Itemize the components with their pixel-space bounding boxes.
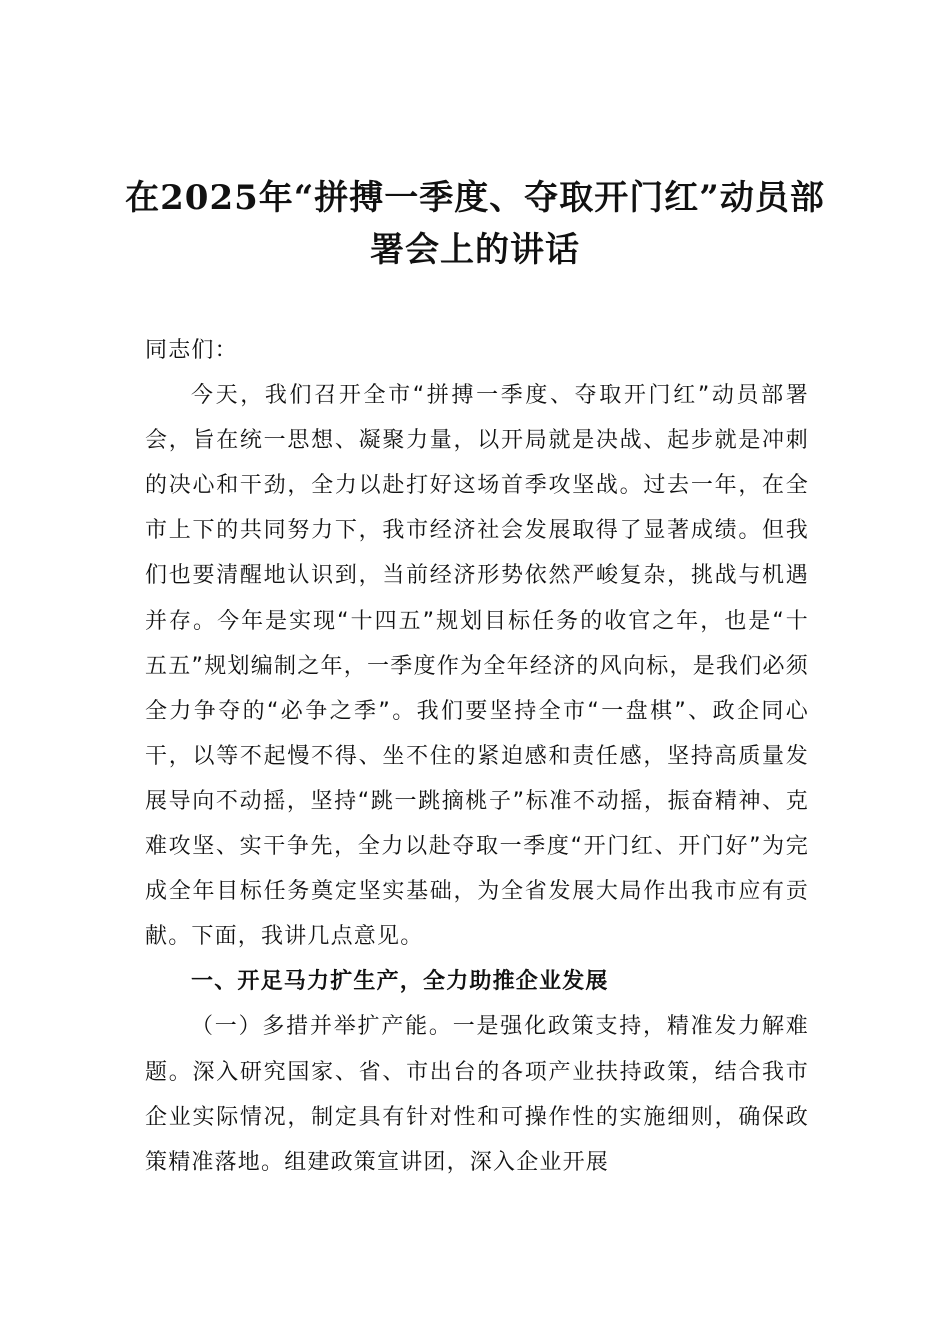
subsection-paragraph: （一）多措并举扩产能。一是强化政策支持，精准发力解难题。深入研究国家、省、市出台的各项产业扶持政策，结合我市企业实际情况，制定具有针对性和可操作性的实施细则，确保政策精准落地。组建政策宣讲团，深入企业开展	[145, 1014, 809, 1175]
document-title: 在2025年“拼搏一季度、夺取开门红”动员部署会上的讲话	[125, 178, 825, 270]
section-heading: 一、开足马力扩生产，全力助推企业发展	[191, 969, 609, 995]
body-paragraph: 今天，我们召开全市“拼搏一季度、夺取开门红”动员部署会，旨在统一思想、凝聚力量，以开局就是决战、起步就是冲刺的决心和干劲，全力以赴打好这场首季攻坚战。过去一年，在全市上下的共同努力下，我市经济社会发展取得了显著成绩。但我们也要清醒地认识到，当前经济形势依然严峻复杂，挑战与机遇并存。今年是实现“十四五”规划目标任务的收官之年，也是“十五五”规划编制之年，一季度作为全年经济的风向标，是我们必须全力争夺的“必争之季”。我们要坚持全市“一盘棋”、政企同心干，以等不起慢不得、坐不住的紧迫感和责任感，坚持高质量发展导向不动摇，坚持“跳一跳摘桃子”标准不动摇，振奋精神、克难攻坚、实干争先，全力以赴夺取一季度“开门红、开门好”为完成全年目标任务奠定坚实基础，为全省发展大局作出我市应有贡献。下面，我讲几点意见。	[145, 383, 809, 950]
salutation: 同志们：	[145, 338, 238, 363]
document-body	[145, 328, 809, 1185]
